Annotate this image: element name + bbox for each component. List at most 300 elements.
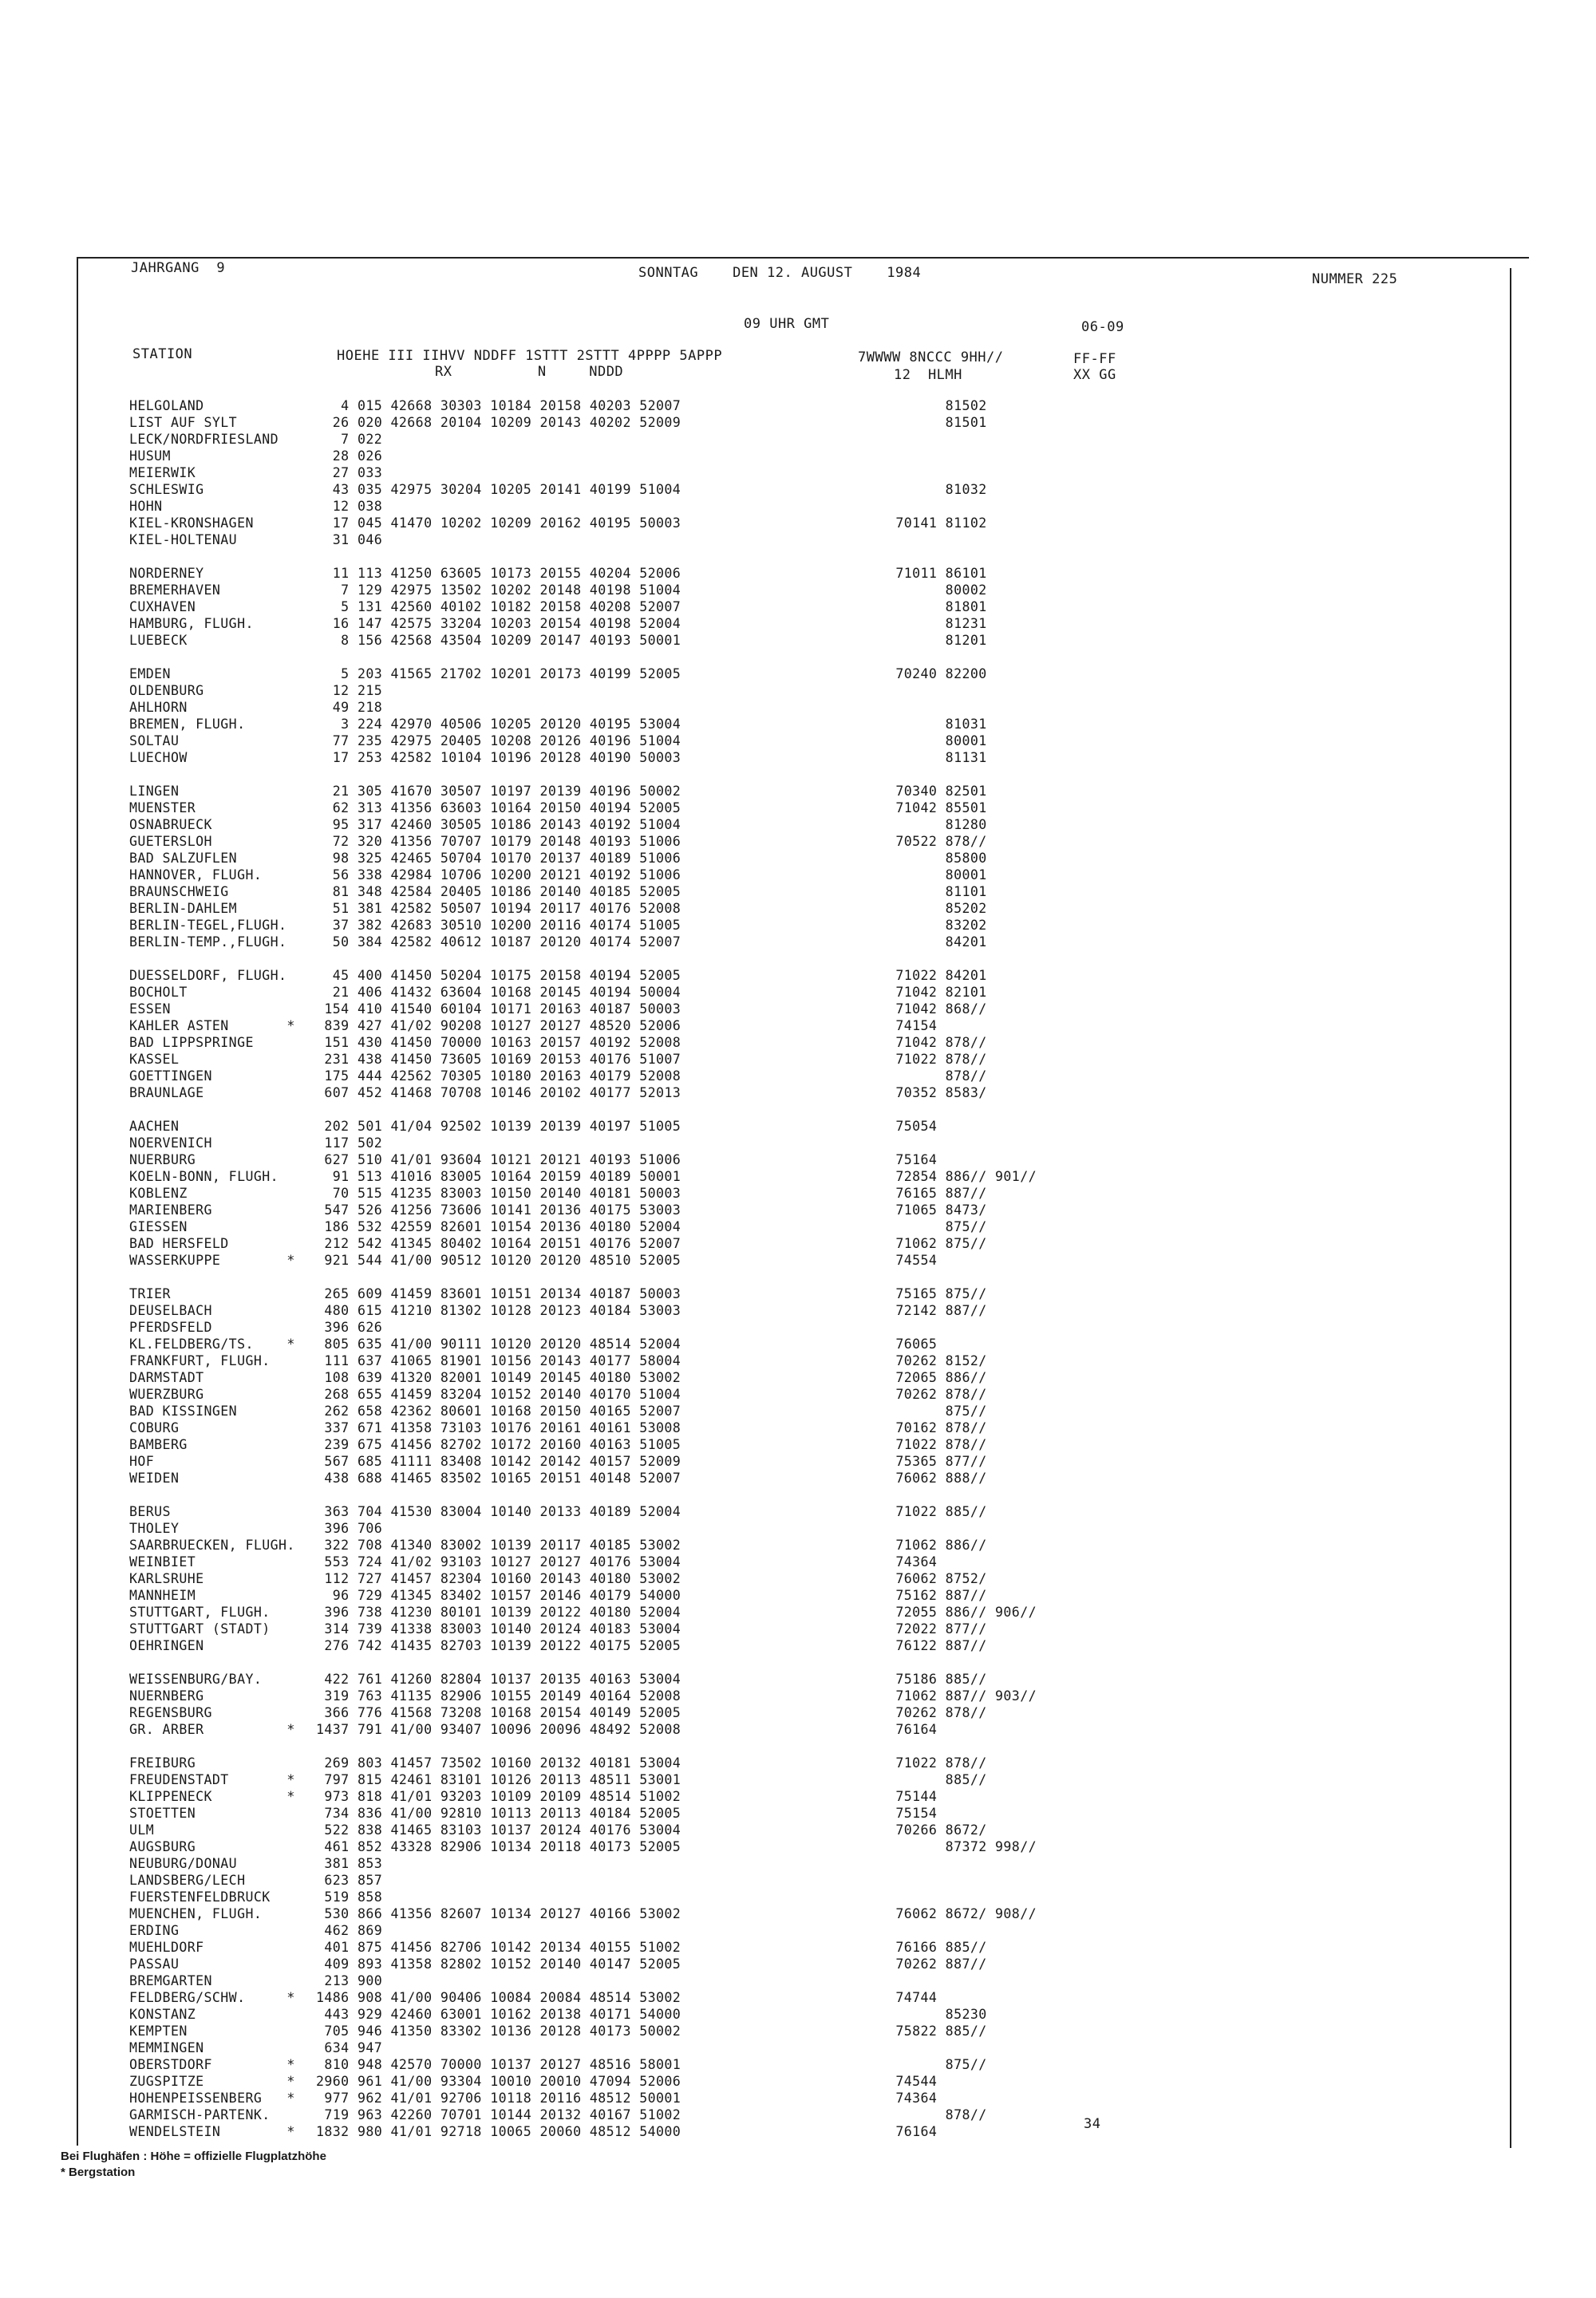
station-extra-groups: 83202 bbox=[846, 918, 987, 933]
station-extra-groups: 75365 877// bbox=[846, 1454, 987, 1469]
station-name: GIESSEN bbox=[129, 1219, 188, 1234]
station-observation: 37 382 42683 30510 10200 20116 40174 51005 bbox=[316, 918, 681, 933]
station-name: BRAUNSCHWEIG bbox=[129, 884, 229, 899]
station-name: NOERVENICH bbox=[129, 1135, 212, 1151]
station-observation: 634 947 bbox=[316, 2040, 383, 2055]
station-extra-groups: 76062 8752/ bbox=[846, 1571, 987, 1586]
station-observation: 5 131 42560 40102 10182 20158 40208 52007 bbox=[316, 599, 681, 614]
station-name: DARMSTADT bbox=[129, 1370, 204, 1385]
station-observation: 31 046 bbox=[316, 532, 383, 547]
station-extra-groups: 70141 81102 bbox=[846, 515, 987, 531]
station-extra-groups: 76164 bbox=[846, 2124, 938, 2139]
station-observation: 381 853 bbox=[316, 1856, 383, 1871]
footnote-airport-height: Bei Flughäfen : Höhe = offizielle Flugplatzhöhe bbox=[61, 2150, 326, 2163]
station-observation: 567 685 41111 83408 10142 20142 40157 52009 bbox=[316, 1454, 681, 1469]
station-observation: 269 803 41457 73502 10160 20132 40181 53004 bbox=[316, 1755, 681, 1771]
station-extra-groups: 76164 bbox=[846, 1722, 938, 1737]
station-observation: 443 929 42460 63001 10162 20138 40171 54000 bbox=[316, 2007, 681, 2022]
station-observation: 96 729 41345 83402 10157 20146 40179 54000 bbox=[316, 1588, 681, 1603]
station-observation: 27 033 bbox=[316, 465, 383, 480]
station-name: MEIERWIK bbox=[129, 465, 196, 480]
station-extra-groups: 75054 bbox=[846, 1119, 938, 1134]
station-name: HOHENPEISSENBERG * bbox=[129, 2091, 295, 2106]
station-extra-groups: 71011 86101 bbox=[846, 566, 987, 581]
station-observation: 28 026 bbox=[316, 448, 383, 464]
station-name: DEUSELBACH bbox=[129, 1303, 212, 1318]
station-name: STOETTEN bbox=[129, 1806, 196, 1821]
station-extra-groups: 76165 887// bbox=[846, 1186, 987, 1201]
station-observation: 1832 980 41/01 92718 10065 20060 48512 54000 bbox=[316, 2124, 681, 2139]
station-extra-groups: 81501 bbox=[846, 415, 987, 430]
station-extra-groups: 875// bbox=[846, 1404, 987, 1419]
station-extra-groups: 71022 885// bbox=[846, 1504, 987, 1519]
station-observation: 973 818 41/01 93203 10109 20109 48514 51002 bbox=[316, 1789, 681, 1804]
station-observation: 530 866 41356 82607 10134 20127 40166 53002 bbox=[316, 1906, 681, 1921]
station-observation: 797 815 42461 83101 10126 20113 48511 53001 bbox=[316, 1772, 681, 1787]
station-extra-column bbox=[846, 397, 1037, 2140]
station-name: HUSUM bbox=[129, 448, 171, 464]
station-extra-groups: 74154 bbox=[846, 1018, 938, 1033]
station-name: FRANKFURT, FLUGH. bbox=[129, 1353, 271, 1368]
station-extra-groups: 75164 bbox=[846, 1152, 938, 1167]
station-extra-groups: 875// bbox=[846, 2057, 987, 2072]
station-observation: 11 113 41250 63605 10173 20155 40204 52006 bbox=[316, 566, 681, 581]
column-header-ff: FF-FF bbox=[1073, 351, 1116, 367]
station-extra-groups: 76166 885// bbox=[846, 1940, 987, 1955]
station-observation: 154 410 41540 60104 10171 20163 40187 50003 bbox=[316, 1001, 681, 1017]
station-observation: 396 738 41230 80101 10139 20122 40180 52004 bbox=[316, 1605, 681, 1620]
station-observation: 43 035 42975 30204 10205 20141 40199 51004 bbox=[316, 482, 681, 497]
station-observation: 62 313 41356 63603 10164 20150 40194 52005 bbox=[316, 800, 681, 815]
station-observation: 77 235 42975 20405 10208 20126 40196 51004 bbox=[316, 733, 681, 748]
station-extra-groups: 875// bbox=[846, 1219, 987, 1234]
station-observation: 366 776 41568 73208 10168 20154 40149 52005 bbox=[316, 1705, 681, 1720]
station-extra-groups: 80001 bbox=[846, 867, 987, 882]
station-observation: 462 869 bbox=[316, 1923, 383, 1938]
station-name: BRAUNLAGE bbox=[129, 1085, 204, 1100]
station-name: STUTTGART, FLUGH. bbox=[129, 1605, 271, 1620]
station-extra-groups: 75822 885// bbox=[846, 2024, 987, 2039]
station-observation: 98 325 42465 50704 10170 20137 40189 51006 bbox=[316, 851, 681, 866]
station-observation: 45 400 41450 50204 10175 20158 40194 52005 bbox=[316, 968, 681, 983]
station-observation: 12 215 bbox=[316, 683, 383, 698]
station-extra-groups: 70262 8152/ bbox=[846, 1353, 987, 1368]
station-extra-groups: 81032 bbox=[846, 482, 987, 497]
station-extra-groups: 72022 877// bbox=[846, 1621, 987, 1637]
station-extra-groups: 75186 885// bbox=[846, 1672, 987, 1687]
station-name: FELDBERG/SCHW. * bbox=[129, 1990, 295, 2005]
station-name: STUTTGART (STADT) bbox=[129, 1621, 271, 1637]
station-name: OEHRINGEN bbox=[129, 1638, 204, 1653]
station-name: LANDSBERG/LECH bbox=[129, 1873, 246, 1888]
station-name: CUXHAVEN bbox=[129, 599, 196, 614]
station-name: BAD KISSINGEN bbox=[129, 1404, 238, 1419]
station-observation: 186 532 42559 82601 10154 20136 40180 52004 bbox=[316, 1219, 681, 1234]
station-extra-groups: 84201 bbox=[846, 934, 987, 950]
station-name: MUENSTER bbox=[129, 800, 196, 815]
station-extra-groups: 81201 bbox=[846, 633, 987, 648]
station-name: KEMPTEN bbox=[129, 2024, 188, 2039]
station-name: KAHLER ASTEN * bbox=[129, 1018, 295, 1033]
column-header-extra: 7WWWW 8NCCC 9HH// bbox=[858, 349, 1004, 365]
station-extra-groups: 87372 998// bbox=[846, 1839, 1037, 1854]
station-observation: 262 658 42362 80601 10168 20150 40165 52007 bbox=[316, 1404, 681, 1419]
station-extra-groups: 75165 875// bbox=[846, 1286, 987, 1301]
station-observation: 977 962 41/01 92706 10118 20116 48512 50001 bbox=[316, 2091, 681, 2106]
station-name: ERDING bbox=[129, 1923, 180, 1938]
station-name: SAARBRUECKEN, FLUGH. bbox=[129, 1538, 295, 1553]
station-name: ESSEN bbox=[129, 1001, 171, 1017]
station-extra-groups: 75154 bbox=[846, 1806, 938, 1821]
station-extra-groups: 70340 82501 bbox=[846, 784, 987, 799]
station-name: LECK/NORDFRIESLAND bbox=[129, 432, 279, 447]
station-observation: 26 020 42668 20104 10209 20143 40202 52009 bbox=[316, 415, 681, 430]
station-extra-groups: 71042 82101 bbox=[846, 985, 987, 1000]
station-extra-groups: 75144 bbox=[846, 1789, 938, 1804]
station-name: BAD SALZUFLEN bbox=[129, 851, 238, 866]
station-name: NORDERNEY bbox=[129, 566, 204, 581]
footnote-mountain-station: * Bergstation bbox=[61, 2166, 136, 2179]
column-header-ff-sub: XX GG bbox=[1073, 367, 1116, 383]
station-extra-groups: 71022 878// bbox=[846, 1052, 987, 1067]
station-observation: 231 438 41450 73605 10169 20153 40176 51007 bbox=[316, 1052, 681, 1067]
station-name: THOLEY bbox=[129, 1521, 180, 1536]
station-observation: 56 338 42984 10706 10200 20121 40192 51006 bbox=[316, 867, 681, 882]
station-observation: 12 038 bbox=[316, 499, 383, 514]
station-extra-groups: 81280 bbox=[846, 817, 987, 832]
station-extra-groups: 878// bbox=[846, 2107, 987, 2122]
station-observation: 81 348 42584 20405 10186 20140 40185 52005 bbox=[316, 884, 681, 899]
station-extra-groups: 74744 bbox=[846, 1990, 938, 2005]
station-extra-groups: 71065 8473/ bbox=[846, 1202, 987, 1218]
station-name: WEIDEN bbox=[129, 1471, 180, 1486]
column-header-codes-sub: RX N NDDD bbox=[435, 364, 624, 380]
station-name: GR. ARBER * bbox=[129, 1722, 295, 1737]
station-name: MUEHLDORF bbox=[129, 1940, 204, 1955]
station-extra-groups: 71062 886// bbox=[846, 1538, 987, 1553]
station-name: TRIER bbox=[129, 1286, 171, 1301]
station-observation: 8 156 42568 43504 10209 20147 40193 50001 bbox=[316, 633, 681, 648]
station-name: KONSTANZ bbox=[129, 2007, 196, 2022]
station-observation: 734 836 41/00 92810 10113 20113 40184 52005 bbox=[316, 1806, 681, 1821]
station-name: LUEBECK bbox=[129, 633, 188, 648]
issue-date: SONNTAG DEN 12. AUGUST 1984 bbox=[638, 265, 922, 281]
station-name: GOETTINGEN bbox=[129, 1068, 212, 1084]
station-name: ULM bbox=[129, 1822, 155, 1838]
station-name: KLIPPENECK * bbox=[129, 1789, 295, 1804]
station-observation: 117 502 bbox=[316, 1135, 383, 1151]
station-observation: 151 430 41450 70000 10163 20157 40192 52008 bbox=[316, 1035, 681, 1050]
station-extra-groups: 75162 887// bbox=[846, 1588, 987, 1603]
station-name: LUECHOW bbox=[129, 750, 188, 765]
station-name: HOF bbox=[129, 1454, 155, 1469]
station-extra-groups: 70266 8672/ bbox=[846, 1822, 987, 1838]
issue-number: NUMMER 225 bbox=[1312, 271, 1398, 287]
station-extra-groups: 71042 868// bbox=[846, 1001, 987, 1017]
station-name: KASSEL bbox=[129, 1052, 180, 1067]
station-observation: 719 963 42260 70701 10144 20132 40167 51002 bbox=[316, 2107, 681, 2122]
station-name: KOBLENZ bbox=[129, 1186, 188, 1201]
station-name: HOHN bbox=[129, 499, 163, 514]
station-extra-groups: 72065 886// bbox=[846, 1370, 987, 1385]
page-number: 34 bbox=[1084, 2116, 1101, 2132]
station-observation: 70 515 41235 83003 10150 20140 40181 50003 bbox=[316, 1186, 681, 1201]
station-observation: 91 513 41016 83005 10164 20159 40189 50001 bbox=[316, 1169, 681, 1184]
station-name: BREMEN, FLUGH. bbox=[129, 717, 246, 732]
station-observation: 396 706 bbox=[316, 1521, 383, 1536]
station-name: BERUS bbox=[129, 1504, 171, 1519]
station-extra-groups bbox=[846, 498, 1037, 515]
station-extra-groups: 71062 887// 903// bbox=[846, 1688, 1037, 1704]
station-name: AACHEN bbox=[129, 1119, 180, 1134]
table-frame-right-rule bbox=[1510, 268, 1511, 2148]
station-observation: 17 253 42582 10104 10196 20128 40190 50003 bbox=[316, 750, 681, 765]
station-extra-groups: 70162 878// bbox=[846, 1420, 987, 1435]
station-observation: 705 946 41350 83302 10136 20128 40173 50002 bbox=[316, 2024, 681, 2039]
station-name: NEUBURG/DONAU bbox=[129, 1856, 238, 1871]
station-observation: 268 655 41459 83204 10152 20140 40170 51004 bbox=[316, 1387, 681, 1402]
station-extra-groups: 85202 bbox=[846, 901, 987, 916]
station-observation: 213 900 bbox=[316, 1973, 383, 1988]
period-range: 06-09 bbox=[1081, 319, 1124, 335]
station-name: BAD LIPPSPRINGE bbox=[129, 1035, 254, 1050]
station-observation: 319 763 41135 82906 10155 20149 40164 52008 bbox=[316, 1688, 681, 1704]
station-extra-groups: 71022 84201 bbox=[846, 968, 987, 983]
station-name: PASSAU bbox=[129, 1956, 180, 1972]
column-header-extra-sub: 12 HLMH bbox=[894, 367, 962, 383]
station-name: SCHLESWIG bbox=[129, 482, 204, 497]
column-header-codes: HOEHE III IIHVV NDDFF 1STTT 2STTT 4PPPP 5APPP bbox=[337, 348, 723, 364]
station-name: KOELN-BONN, FLUGH. bbox=[129, 1169, 279, 1184]
station-name: BERLIN-TEGEL,FLUGH. bbox=[129, 918, 287, 933]
station-extra-groups: 76062 8672/ 908// bbox=[846, 1906, 1037, 1921]
station-name: FREIBURG bbox=[129, 1755, 196, 1771]
station-observation: 95 317 42460 30505 10186 20143 40192 51004 bbox=[316, 817, 681, 832]
station-name: WENDELSTEIN * bbox=[129, 2124, 295, 2139]
station-observation: 4 015 42668 30303 10184 20158 40203 52007 bbox=[316, 398, 681, 413]
station-name: WEINBIET bbox=[129, 1554, 196, 1570]
station-observation: 7 129 42975 13502 10202 20148 40198 51004 bbox=[316, 582, 681, 598]
station-name: LINGEN bbox=[129, 784, 180, 799]
station-name: MUENCHEN, FLUGH. bbox=[129, 1906, 263, 1921]
station-extra-groups: 76065 bbox=[846, 1337, 938, 1352]
station-name: MANNHEIM bbox=[129, 1588, 196, 1603]
station-observation: 422 761 41260 82804 10137 20135 40163 53004 bbox=[316, 1672, 681, 1687]
station-name: HANNOVER, FLUGH. bbox=[129, 867, 263, 882]
station-extra-groups: 74364 bbox=[846, 1554, 938, 1570]
station-observation: 810 948 42570 70000 10137 20127 48516 58001 bbox=[316, 2057, 681, 2072]
station-observation: 17 045 41470 10202 10209 20162 40195 50003 bbox=[316, 515, 681, 531]
station-data-column bbox=[316, 397, 681, 2140]
station-observation: 7 022 bbox=[316, 432, 383, 447]
station-name: EMDEN bbox=[129, 666, 171, 681]
station-observation: 322 708 41340 83002 10139 20117 40185 53002 bbox=[316, 1538, 681, 1553]
station-extra-groups bbox=[846, 1872, 1037, 1889]
station-name: REGENSBURG bbox=[129, 1705, 212, 1720]
station-observation: 396 626 bbox=[316, 1320, 383, 1335]
station-name: BREMGARTEN bbox=[129, 1973, 212, 1988]
station-observation: 1486 908 41/00 90406 10084 20084 48514 53002 bbox=[316, 1990, 681, 2005]
station-observation: 314 739 41338 83003 10140 20124 40183 53004 bbox=[316, 1621, 681, 1637]
station-name: GARMISCH-PARTENK. bbox=[129, 2107, 271, 2122]
station-extra-groups: 71042 878// bbox=[846, 1035, 987, 1050]
station-extra-groups bbox=[846, 1520, 1037, 1537]
station-extra-groups bbox=[846, 1319, 1037, 1336]
station-observation: 212 542 41345 80402 10164 20151 40176 52007 bbox=[316, 1236, 681, 1251]
station-observation: 276 742 41435 82703 10139 20122 40175 52005 bbox=[316, 1638, 681, 1653]
station-name: BERLIN-TEMP.,FLUGH. bbox=[129, 934, 287, 950]
station-observation: 21 305 41670 30507 10197 20139 40196 50002 bbox=[316, 784, 681, 799]
station-name: ZUGSPITZE * bbox=[129, 2074, 295, 2089]
station-extra-groups: 70262 878// bbox=[846, 1705, 987, 1720]
station-observation: 175 444 42562 70305 10180 20163 40179 52008 bbox=[316, 1068, 681, 1084]
station-name: HAMBURG, FLUGH. bbox=[129, 616, 254, 631]
station-extra-groups bbox=[846, 531, 1037, 548]
station-observation: 51 381 42582 50507 10194 20117 40176 52008 bbox=[316, 901, 681, 916]
station-extra-groups: 80002 bbox=[846, 582, 987, 598]
station-extra-groups: 81502 bbox=[846, 398, 987, 413]
station-extra-groups: 81101 bbox=[846, 884, 987, 899]
station-extra-groups: 70352 8583/ bbox=[846, 1085, 987, 1100]
station-extra-groups: 74364 bbox=[846, 2091, 938, 2106]
station-extra-groups: 81231 bbox=[846, 616, 987, 631]
station-observation: 50 384 42582 40612 10187 20120 40174 52007 bbox=[316, 934, 681, 950]
station-extra-groups: 72854 886// 901// bbox=[846, 1169, 1037, 1184]
station-name: AUGSBURG bbox=[129, 1839, 196, 1854]
station-extra-groups: 80001 bbox=[846, 733, 987, 748]
station-name: KIEL-KRONSHAGEN bbox=[129, 515, 254, 531]
station-extra-groups bbox=[846, 1855, 1037, 1872]
station-extra-groups: 76062 888// bbox=[846, 1471, 987, 1486]
station-extra-groups bbox=[846, 1135, 1037, 1151]
station-observation: 5 203 41565 21702 10201 20173 40199 52005 bbox=[316, 666, 681, 681]
station-observation: 519 858 bbox=[316, 1889, 383, 1905]
station-name: DUESSELDORF, FLUGH. bbox=[129, 968, 287, 983]
station-extra-groups: 70262 887// bbox=[846, 1956, 987, 1972]
station-name: OBERSTDORF * bbox=[129, 2057, 295, 2072]
station-name: BAMBERG bbox=[129, 1437, 188, 1452]
station-observation: 522 838 41465 83103 10137 20124 40176 53004 bbox=[316, 1822, 681, 1838]
station-extra-groups: 71022 878// bbox=[846, 1437, 987, 1452]
station-observation: 805 635 41/00 90111 10120 20120 48514 52004 bbox=[316, 1337, 681, 1352]
station-observation: 480 615 41210 81302 10128 20123 40184 53003 bbox=[316, 1303, 681, 1318]
station-extra-groups: 70240 82200 bbox=[846, 666, 987, 681]
station-extra-groups: 71042 85501 bbox=[846, 800, 987, 815]
station-extra-groups bbox=[846, 448, 1037, 464]
station-name: WASSERKUPPE * bbox=[129, 1253, 295, 1268]
station-extra-groups: 85800 bbox=[846, 851, 987, 866]
station-extra-groups: 885// bbox=[846, 1772, 987, 1787]
station-extra-groups bbox=[846, 682, 1037, 699]
station-extra-groups: 72055 886// 906// bbox=[846, 1605, 1037, 1620]
station-name: BOCHOLT bbox=[129, 985, 188, 1000]
station-extra-groups: 71022 878// bbox=[846, 1755, 987, 1771]
station-observation: 839 427 41/02 90208 10127 20127 48520 52006 bbox=[316, 1018, 681, 1033]
station-name: KIEL-HOLTENAU bbox=[129, 532, 238, 547]
station-name: WEISSENBURG/BAY. bbox=[129, 1672, 263, 1687]
station-observation: 265 609 41459 83601 10151 20134 40187 50003 bbox=[316, 1286, 681, 1301]
station-name: KARLSRUHE bbox=[129, 1571, 204, 1586]
observation-time: 09 UHR GMT bbox=[744, 316, 830, 332]
station-observation: 337 671 41358 73103 10176 20161 40161 53008 bbox=[316, 1420, 681, 1435]
station-observation: 112 727 41457 82304 10160 20143 40180 53002 bbox=[316, 1571, 681, 1586]
station-extra-groups bbox=[846, 464, 1037, 481]
station-name-column bbox=[129, 397, 295, 2140]
station-name: BAD HERSFELD bbox=[129, 1236, 229, 1251]
station-extra-groups bbox=[846, 699, 1037, 716]
station-extra-groups: 70262 878// bbox=[846, 1387, 987, 1402]
station-observation: 409 893 41358 82802 10152 20140 40147 52005 bbox=[316, 1956, 681, 1972]
station-observation: 16 147 42575 33204 10203 20154 40198 52004 bbox=[316, 616, 681, 631]
station-name: FUERSTENFELDBRUCK bbox=[129, 1889, 271, 1905]
station-extra-groups bbox=[846, 1889, 1037, 1905]
station-observation: 401 875 41456 82706 10142 20134 40155 51002 bbox=[316, 1940, 681, 1955]
station-name: BERLIN-DAHLEM bbox=[129, 901, 238, 916]
station-name: COBURG bbox=[129, 1420, 180, 1435]
station-name: AHLHORN bbox=[129, 700, 188, 715]
station-extra-groups bbox=[846, 1922, 1037, 1939]
column-header-station: STATION bbox=[132, 346, 193, 362]
station-observation: 438 688 41465 83502 10165 20151 40148 52007 bbox=[316, 1471, 681, 1486]
jahrgang: JAHRGANG 9 bbox=[131, 260, 226, 276]
station-observation: 363 704 41530 83004 10140 20133 40189 52004 bbox=[316, 1504, 681, 1519]
station-observation: 239 675 41456 82702 10172 20160 40163 51005 bbox=[316, 1437, 681, 1452]
station-name: WUERZBURG bbox=[129, 1387, 204, 1402]
station-name: PFERDSFELD bbox=[129, 1320, 212, 1335]
station-name: OLDENBURG bbox=[129, 683, 204, 698]
station-observation: 553 724 41/02 93103 10127 20127 40176 53004 bbox=[316, 1554, 681, 1570]
station-extra-groups bbox=[846, 2039, 1037, 2056]
station-extra-groups: 878// bbox=[846, 1068, 987, 1084]
station-extra-groups: 74554 bbox=[846, 1253, 938, 1268]
station-observation: 2960 961 41/00 93304 10010 20010 47094 52006 bbox=[316, 2074, 681, 2089]
station-extra-groups: 81801 bbox=[846, 599, 987, 614]
station-observation: 921 544 41/00 90512 10120 20120 48510 52005 bbox=[316, 1253, 681, 1268]
station-observation: 21 406 41432 63604 10168 20145 40194 50004 bbox=[316, 985, 681, 1000]
station-name: NUERNBERG bbox=[129, 1688, 204, 1704]
station-extra-groups: 81131 bbox=[846, 750, 987, 765]
station-observation: 111 637 41065 81901 10156 20143 40177 58004 bbox=[316, 1353, 681, 1368]
station-name: KL.FELDBERG/TS. * bbox=[129, 1337, 295, 1352]
station-extra-groups: 71062 875// bbox=[846, 1236, 987, 1251]
station-extra-groups: 74544 bbox=[846, 2074, 938, 2089]
station-observation: 72 320 41356 70707 10179 20148 40193 51006 bbox=[316, 834, 681, 849]
station-name: MARIENBERG bbox=[129, 1202, 212, 1218]
station-name: MEMMINGEN bbox=[129, 2040, 204, 2055]
station-extra-groups: 76122 887// bbox=[846, 1638, 987, 1653]
station-extra-groups bbox=[846, 1972, 1037, 1989]
station-observation: 49 218 bbox=[316, 700, 383, 715]
station-name: SOLTAU bbox=[129, 733, 180, 748]
station-name: BREMERHAVEN bbox=[129, 582, 221, 598]
station-extra-groups: 70522 878// bbox=[846, 834, 987, 849]
station-name: HELGOLAND bbox=[129, 398, 204, 413]
station-observation: 627 510 41/01 93604 10121 20121 40193 51006 bbox=[316, 1152, 681, 1167]
station-observation: 461 852 43328 82906 10134 20118 40173 52005 bbox=[316, 1839, 681, 1854]
station-extra-groups: 85230 bbox=[846, 2007, 987, 2022]
station-observation: 3 224 42970 40506 10205 20120 40195 53004 bbox=[316, 717, 681, 732]
station-name: LIST AUF SYLT bbox=[129, 415, 238, 430]
station-name: NUERBURG bbox=[129, 1152, 196, 1167]
station-extra-groups: 72142 887// bbox=[846, 1303, 987, 1318]
station-name: FREUDENSTADT * bbox=[129, 1772, 295, 1787]
station-extra-groups: 81031 bbox=[846, 717, 987, 732]
station-observation: 1437 791 41/00 93407 10096 20096 48492 52008 bbox=[316, 1722, 681, 1737]
station-observation: 202 501 41/04 92502 10139 20139 40197 51005 bbox=[316, 1119, 681, 1134]
station-name: GUETERSLOH bbox=[129, 834, 212, 849]
station-observation: 607 452 41468 70708 10146 20102 40177 52013 bbox=[316, 1085, 681, 1100]
station-observation: 547 526 41256 73606 10141 20136 40175 53003 bbox=[316, 1202, 681, 1218]
